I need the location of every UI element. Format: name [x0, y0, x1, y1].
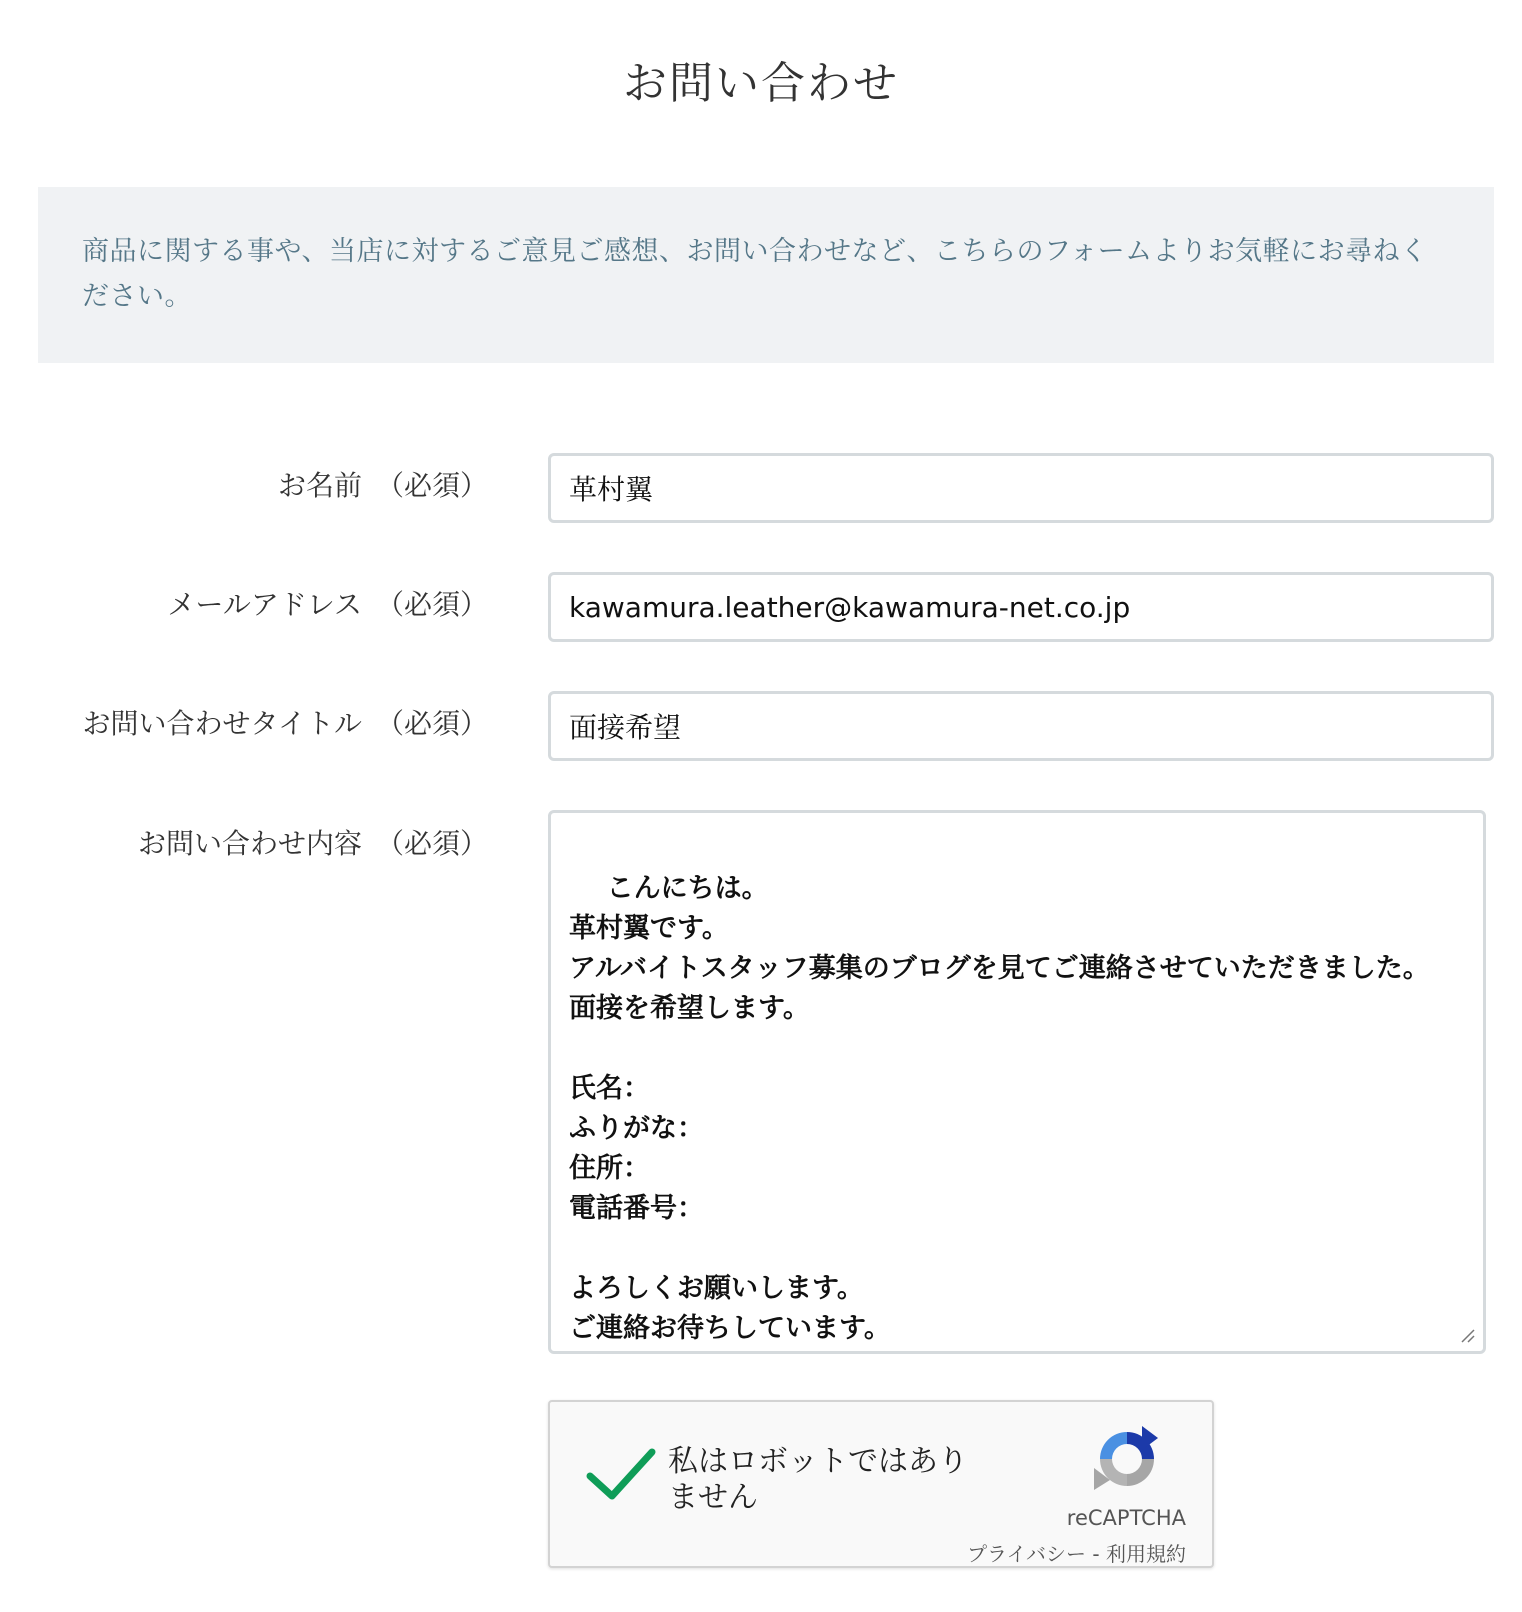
link-separator: - [1086, 1542, 1106, 1566]
email-label [167, 585, 488, 625]
message-label [138, 824, 488, 864]
resize-handle-icon[interactable] [1459, 1327, 1475, 1343]
recaptcha-logo-icon [1092, 1424, 1162, 1494]
message-textarea[interactable] [548, 810, 1486, 1354]
email-input[interactable] [548, 572, 1494, 642]
required-mark: （必須） [375, 827, 488, 860]
recaptcha-label[interactable]: 私はロボットではありません [668, 1444, 968, 1515]
required-mark: （必須） [375, 588, 488, 621]
recaptcha-brand: reCAPTCHA [1066, 1506, 1186, 1530]
name-label-text: お名前 [277, 469, 362, 502]
page-title: お問い合わせ [623, 58, 899, 109]
email-label-text: メールアドレス [167, 588, 362, 621]
terms-link[interactable]: 利用規約 [1106, 1542, 1186, 1566]
required-mark: （必須） [375, 707, 488, 740]
message-text[interactable]: こんにちは。 革村翼です。 アルバイトスタッフ募集のブログを見てご連絡させていただきました。 面接を希望します。 氏名： ふりがな： 住所： 電話番号： よろしくお願いします。 ご連絡お待ちしています。 [569, 873, 1430, 1344]
privacy-link[interactable]: プライバシー [967, 1542, 1087, 1566]
required-mark: （必須） [375, 469, 488, 502]
recaptcha-links [967, 1538, 1186, 1567]
intro-box [38, 187, 1494, 363]
subject-label-text: お問い合わせタイトル [82, 707, 362, 740]
checkmark-icon[interactable] [586, 1446, 656, 1502]
recaptcha-widget [548, 1400, 1214, 1568]
subject-label [83, 704, 488, 744]
name-label [278, 466, 488, 506]
message-label-text: お問い合わせ内容 [137, 827, 362, 860]
subject-input[interactable] [548, 691, 1494, 761]
intro-text: 商品に関する事や、当店に対するご意見ご感想、お問い合わせなど、こちらのフォームよりお気軽にお尋ねください。 [82, 236, 1428, 312]
name-input[interactable] [548, 453, 1494, 523]
